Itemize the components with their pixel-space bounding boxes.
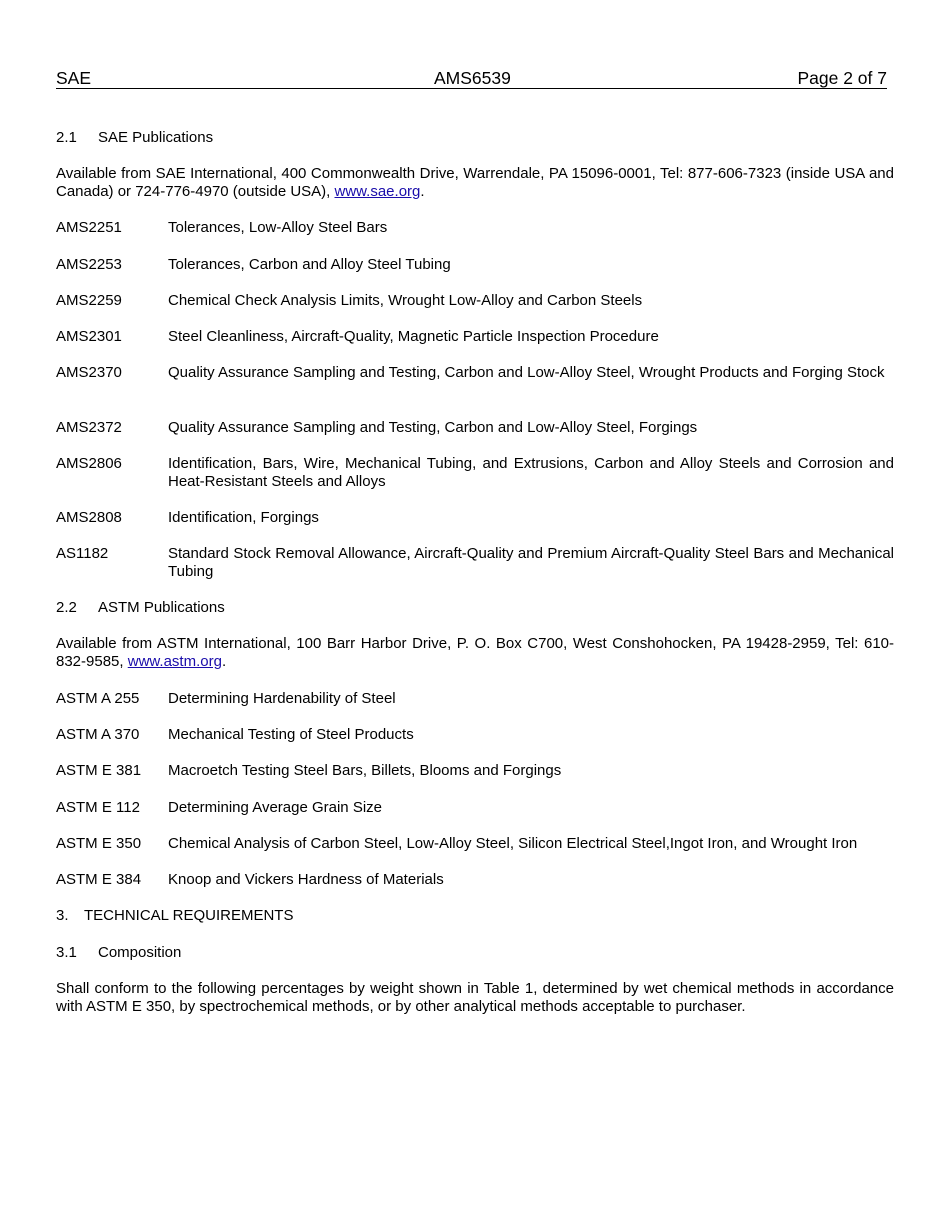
reference-code: ASTM E 384 [56, 871, 142, 888]
header-doc-number: AMS6539 [434, 68, 511, 88]
astm-availability-paragraph [56, 635, 894, 671]
reference-title: Steel Cleanliness, Aircraft-Quality, Magnetic Particle Inspection Procedure [168, 328, 659, 345]
section-number: 2.1 [56, 129, 77, 146]
reference-title: Standard Stock Removal Allowance, Aircraft-Quality and Premium Aircraft-Quality Steel Bars and Mechanical Tubing [168, 545, 894, 580]
section-2-1-heading [56, 129, 894, 147]
reference-title: Quality Assurance Sampling and Testing, Carbon and Low-Alloy Steel, Wrought Products and Forging Stock [168, 364, 885, 381]
reference-code: AS1182 [56, 545, 109, 562]
reference-title: Determining Average Grain Size [168, 799, 382, 816]
reference-title: Identification, Forgings [168, 509, 319, 526]
sae-availability-paragraph [56, 165, 894, 201]
reference-code: AMS2808 [56, 509, 122, 526]
reference-title: Tolerances, Carbon and Alloy Steel Tubing [168, 256, 451, 273]
reference-code: ASTM E 350 [56, 835, 142, 852]
astm-availability-text: Available from ASTM International, 100 Barr Harbor Drive, P. O. Box C700, West Conshohocken, PA 19428-2959, Tel: 610-832-9585, [56, 635, 894, 670]
astm-website-link[interactable]: www.astm.org [127, 653, 222, 670]
reference-title: Quality Assurance Sampling and Testing, Carbon and Low-Alloy Steel, Forgings [168, 419, 698, 436]
reference-code: AMS2251 [56, 219, 122, 236]
section-number: 3. [56, 907, 69, 924]
sae-website-link[interactable]: www.sae.org [334, 183, 421, 200]
reference-title: Identification, Bars, Wire, Mechanical Tubing, and Extrusions, Carbon and Alloy Steels and Corrosion and Heat-Resistant Steels and Alloys [168, 455, 894, 490]
reference-title: Knoop and Vickers Hardness of Materials [168, 871, 444, 888]
reference-title: Determining Hardenability of Steel [168, 690, 396, 707]
section-2-2-heading [56, 599, 894, 617]
reference-title: Tolerances, Low-Alloy Steel Bars [168, 219, 388, 236]
section-title: SAE Publications [98, 129, 214, 146]
reference-code: AMS2370 [56, 364, 122, 381]
reference-code: ASTM A 255 [56, 690, 140, 707]
section-3-heading [56, 907, 894, 925]
page-header [56, 68, 887, 89]
sae-availability-text: Available from SAE International, 400 Commonwealth Drive, Warrendale, PA 15096-0001, Tel: 877-606-7323 (inside USA and Canada) or 724-776-4970 (outside USA), [56, 165, 894, 200]
reference-code: AMS2301 [56, 328, 122, 345]
reference-code: AMS2253 [56, 256, 122, 273]
section-title: ASTM Publications [98, 599, 225, 616]
reference-code: AMS2259 [56, 292, 122, 309]
section-3-1-heading [56, 944, 894, 962]
reference-code: ASTM E 112 [56, 799, 140, 816]
reference-code: ASTM A 370 [56, 726, 140, 743]
header-org: SAE [56, 68, 92, 88]
reference-title: Mechanical Testing of Steel Products [168, 726, 414, 743]
reference-title: Macroetch Testing Steel Bars, Billets, Blooms and Forgings [168, 762, 562, 779]
reference-code: AMS2372 [56, 419, 122, 436]
section-title: Composition [98, 944, 182, 961]
section-number: 3.1 [56, 944, 77, 961]
reference-title: Chemical Analysis of Carbon Steel, Low-Alloy Steel, Silicon Electrical Steel,Ingot Iron, and Wrought Iron [168, 835, 858, 852]
reference-title: Chemical Check Analysis Limits, Wrought Low-Alloy and Carbon Steels [168, 292, 643, 309]
section-title: TECHNICAL REQUIREMENTS [84, 907, 294, 924]
header-page-number: Page 2 of 7 [797, 68, 887, 88]
composition-paragraph: Shall conform to the following percentages by weight shown in Table 1, determined by wet chemical methods in accordance with ASTM E 350, by spectrochemical methods, or by other analytical methods acceptable to purchaser. [56, 980, 894, 1015]
section-number: 2.2 [56, 599, 77, 616]
astm-availability-end: . [221, 653, 227, 670]
reference-code: AMS2806 [56, 455, 122, 472]
sae-availability-end: . [420, 183, 425, 200]
reference-code: ASTM E 381 [56, 762, 142, 779]
